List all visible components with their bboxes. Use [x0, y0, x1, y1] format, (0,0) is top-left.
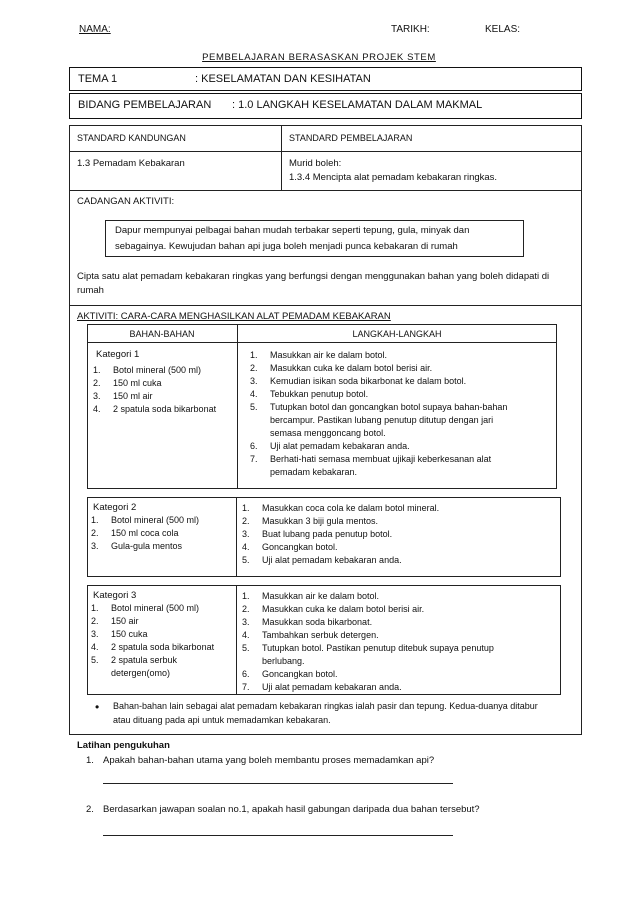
standard-pembelajaran-line1: Murid boleh:	[289, 158, 342, 169]
list-item: 3. Gula-gula mentos	[91, 541, 183, 551]
list-item: 2. 150 air	[91, 616, 139, 626]
standard-kandungan-value: 1.3 Pemadam Kebakaran	[77, 158, 185, 169]
list-item: 3. Masukkan soda bikarbonat.	[242, 617, 373, 627]
list-item: 4. Tebukkan penutup botol.	[250, 389, 369, 399]
kategori2-bahan-list	[91, 514, 235, 553]
list-item: 4. Tambahkan serbuk detergen.	[242, 630, 379, 640]
list-item: 5. Tutupkan botol dan goncangkan botol supaya bahan-bahan	[250, 402, 508, 412]
list-item: 6. Goncangkan botol.	[242, 669, 338, 679]
list-item: 7. Berhati-hati semasa membuat ujikaji keberkesanan alat	[250, 454, 492, 464]
question-number: 2.	[86, 804, 94, 815]
list-item: 3. Buat lubang pada penutup botol.	[242, 529, 393, 539]
divider	[87, 342, 557, 343]
kategori1-title: Kategori 1	[96, 349, 140, 360]
tema-label: TEMA 1	[78, 73, 118, 85]
kategori3-title: Kategori 3	[93, 590, 137, 601]
aktiviti-title: AKTIVITI: CARA-CARA MENGHASILKAN ALAT PEMADAM KEBAKARAN	[77, 311, 391, 322]
question-2: Berdasarkan jawapan soalan no.1, apakah hasil gabungan daripada dua bahan tersebut?	[103, 804, 480, 815]
kategori3-bahan-list	[91, 602, 235, 680]
kategori1-bahan-list	[93, 364, 237, 416]
divider	[69, 190, 582, 191]
list-item: 1. Masukkan air ke dalam botol.	[242, 591, 380, 601]
bullet-icon: •	[95, 700, 100, 714]
cadangan-task-line2: rumah	[77, 285, 104, 296]
list-item: pemadam kebakaran.	[270, 467, 358, 477]
list-item: 2. 150 ml coca cola	[91, 528, 179, 538]
kategori1-langkah-list	[250, 349, 555, 479]
standard-pembelajaran-head: STANDARD PEMBELAJARAN	[289, 133, 413, 143]
kategori3-langkah-list	[242, 590, 557, 694]
latihan-title: Latihan pengukuhan	[77, 740, 170, 751]
list-item: 1. Masukkan air ke dalam botol.	[250, 350, 388, 360]
list-item: detergen(omo)	[111, 668, 171, 678]
list-item: 1. Botol mineral (500 ml)	[93, 365, 202, 375]
tema-box	[69, 67, 582, 91]
col-langkah-head: LANGKAH-LANGKAH	[352, 329, 442, 339]
list-item: 5. Uji alat pemadam kebakaran anda.	[242, 555, 402, 565]
note-line2: atau dituang pada api untuk memadamkan kebakaran.	[113, 715, 331, 725]
answer-line-1[interactable]	[103, 783, 453, 784]
list-item: 3. 150 cuka	[91, 629, 148, 639]
cadangan-label: CADANGAN AKTIVITI:	[77, 196, 175, 207]
list-item: 3. Kemudian isikan soda bikarbonat ke dalam botol.	[250, 376, 467, 386]
divider	[236, 585, 237, 695]
divider	[237, 324, 238, 489]
tarikh-label: TARIKH:	[391, 24, 430, 35]
tema-value: : KESELAMATAN DAN KESIHATAN	[195, 73, 371, 85]
list-item: 1. Botol mineral (500 ml)	[91, 603, 200, 613]
question-number: 1.	[86, 755, 94, 766]
bidang-value: : 1.0 LANGKAH KESELAMATAN DALAM MAKMAL	[232, 99, 483, 111]
bidang-box	[69, 93, 582, 119]
question-1: Apakah bahan-bahan utama yang boleh membantu proses memadamkan api?	[103, 755, 435, 766]
list-item: 5. 2 spatula serbuk	[91, 655, 178, 665]
nama-label: NAMA:	[79, 24, 111, 35]
divider	[69, 151, 582, 152]
cadangan-inner-line2: sebagainya. Kewujudan bahan api juga boleh menjadi punca kebakaran di rumah	[115, 241, 458, 252]
list-item: 4. 2 spatula soda bikarbonat	[93, 404, 217, 414]
kategori2-title: Kategori 2	[93, 502, 137, 513]
list-item: 2. 150 ml cuka	[93, 378, 162, 388]
list-item: 2. Masukkan cuka ke dalam botol berisi air.	[250, 363, 433, 373]
list-item: 1. Masukkan coca cola ke dalam botol mineral.	[242, 503, 440, 513]
list-item: 2. Masukkan 3 biji gula mentos.	[242, 516, 379, 526]
note-line1: Bahan-bahan lain sebagai alat pemadam kebakaran ringkas ialah pasir dan tepung. Kedua-duanya ditabur	[113, 701, 538, 711]
cadangan-inner-line1: Dapur mempunyai pelbagai bahan mudah terbakar seperti tepung, gula, minyak dan	[115, 225, 470, 236]
list-item: 3. 150 ml air	[93, 391, 153, 401]
list-item: bercampur. Pastikan lubang penutup ditutup dengan jari	[270, 415, 494, 425]
list-item: 1. Botol mineral (500 ml)	[91, 515, 200, 525]
list-item: 6. Uji alat pemadam kebakaran anda.	[250, 441, 410, 451]
page-title: PEMBELAJARAN BERASASKAN PROJEK STEM	[202, 52, 436, 63]
kelas-label: KELAS:	[485, 24, 521, 35]
standard-kandungan-head: STANDARD KANDUNGAN	[77, 133, 186, 143]
list-item: 4. Goncangkan botol.	[242, 542, 338, 552]
list-item: semasa menggoncang botol.	[270, 428, 386, 438]
bidang-label: BIDANG PEMBELAJARAN	[78, 99, 212, 111]
divider	[69, 305, 582, 306]
standard-pembelajaran-line2: 1.3.4 Mencipta alat pemadam kebakaran ringkas.	[289, 172, 498, 183]
cadangan-task-line1: Cipta satu alat pemadam kebakaran ringkas yang berfungsi dengan menggunakan bahan yang boleh didapati di	[77, 271, 550, 282]
answer-line-2[interactable]	[103, 835, 453, 836]
col-bahan-head: BAHAN-BAHAN	[129, 329, 195, 339]
list-item: 5. Tutupkan botol. Pastikan penutup ditebuk supaya penutup	[242, 643, 494, 653]
kategori2-langkah-list	[242, 502, 557, 567]
list-item: 4. 2 spatula soda bikarbonat	[91, 642, 215, 652]
divider	[236, 497, 237, 577]
divider	[281, 125, 282, 190]
list-item: 2. Masukkan cuka ke dalam botol berisi air.	[242, 604, 425, 614]
list-item: berlubang.	[262, 656, 305, 666]
cadangan-inner-box	[105, 220, 524, 257]
list-item: 7. Uji alat pemadam kebakaran anda.	[242, 682, 402, 692]
